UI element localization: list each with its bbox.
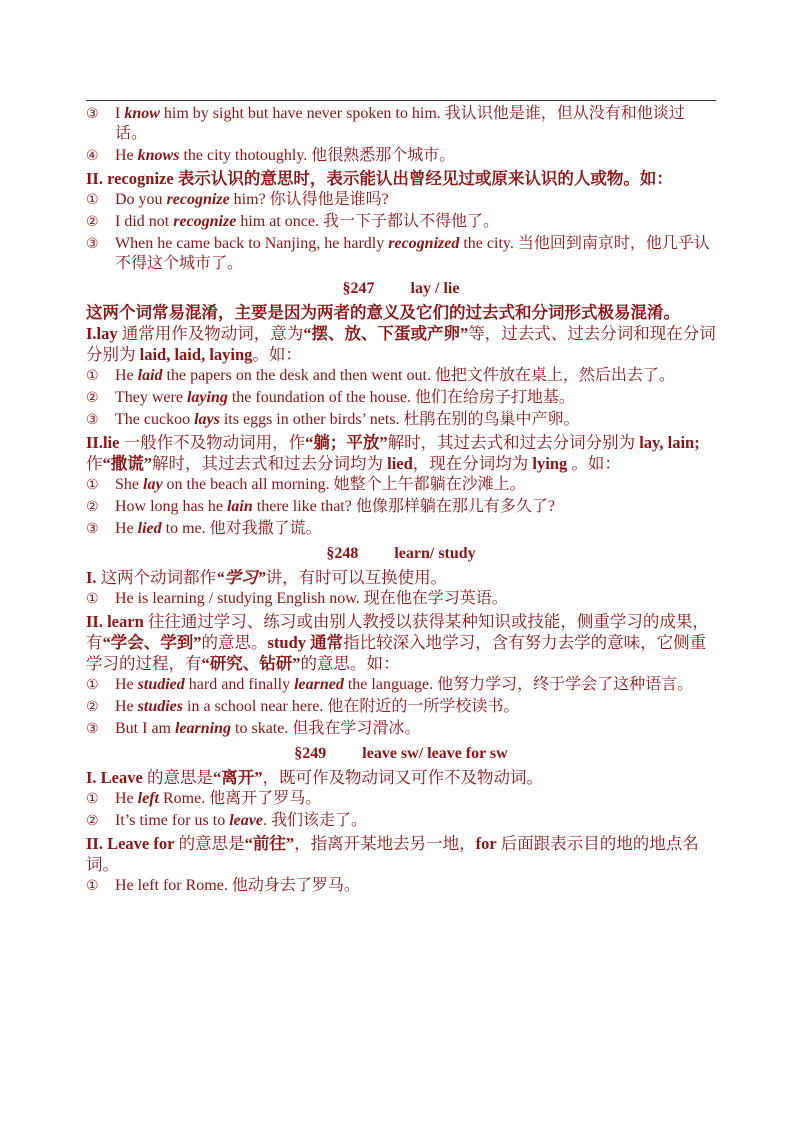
list-item: ① Do you recognize him? 你认得他是谁吗? — [86, 191, 389, 208]
paragraph-leave-for: II. Leave for 的意思是“前往”，指离开某地去另一地，for 后面跟表示目的地的地点名词。 — [86, 834, 699, 874]
list-item: ① He laid the papers on the desk and then went out. 他把文件放在桌上，然后出去了。 — [86, 367, 675, 384]
paragraph-learn-study-2: II. learn 往往通过学习、练习或由别人教授以获得某种知识或技能，侧重学习的成果，有“学会、学到”的意思。study 通常指比较深入地学习，含有努力去学的意味，它侧重学习的过程，有“研究、钻研”的意思。如： — [86, 612, 709, 673]
list-item: ② He studies in a school near here. 他在附近的一所学校读书。 — [86, 698, 520, 715]
list-item: ② It’s time for us to leave. 我们该走了。 — [86, 812, 367, 829]
paragraph-lie: II.lie 一般作不及物动词用，作“躺；平放”解时，其过去式和过去分词分别为 lay, lain;作“撒谎”解时，其过去式和过去分词均为 lied，现在分词均为 lying 。如： — [86, 433, 700, 473]
section-heading-249: §249 leave sw/ leave for sw — [294, 745, 508, 762]
list-item: ④ He knows the city thotoughly. 他很熟悉那个城市。 — [86, 147, 456, 164]
paragraph-recognize: II. recognize 表示认识的意思时，表示能认出曾经见过或原来认识的人或物。如： — [86, 169, 673, 188]
list-item: ③ But I am learning to skate. 但我在学习滑冰。 — [86, 720, 421, 737]
list-item: ① She lay on the beach all morning. 她整个上午都躺在沙滩上。 — [86, 476, 526, 493]
list-item: ② How long has he lain there like that? 他像那样躺在那儿有多久了? — [86, 498, 555, 515]
header-rule — [86, 100, 716, 101]
list-item: ② They were laying the foundation of the house. 他们在给房子打地基。 — [86, 389, 575, 406]
paragraph-leave: I. Leave 的意思是“离开”，既可作及物动词又可作不及物动词。 — [86, 768, 543, 787]
section-heading-248: §248 learn/ study — [326, 545, 476, 562]
paragraph-lay: I.lay 通常用作及物动词，意为“摆、放、下蛋或产卵”等，过去式、过去分词和现在分词分别为 laid, laid, laying。如： — [86, 324, 716, 364]
list-item: ③ When he came back to Nanjing, he hardly recognized the city. 当他回到南京时，他几乎认不得这个城市了。 — [86, 235, 710, 272]
list-item: ③ The cuckoo lays its eggs in other birds’ nets. 杜鹃在别的鸟巢中产卵。 — [86, 411, 580, 428]
section-intro: 这两个词常易混淆，主要是因为两者的意义及它们的过去式和分词形式极易混淆。 — [86, 303, 680, 322]
list-item: ① He studied hard and finally learned the language. 他努力学习，终于学会了这种语言。 — [86, 676, 694, 693]
list-item: ① He is learning / studying English now. 现在他在学习英语。 — [86, 590, 508, 607]
list-item: ① He left Rome. 他离开了罗马。 — [86, 790, 322, 807]
paragraph-learn-study-1: I. 这两个动词都作“学习”讲，有时可以互换使用。 — [86, 568, 448, 587]
list-item: ① He left for Rome. 他动身去了罗马。 — [86, 877, 360, 894]
list-item: ③ I know him by sight but have never spoken to him. 我认识他是谁，但从没有和他谈过话。 — [86, 105, 685, 142]
list-item: ② I did not recognize him at once. 我一下子都认不得他了。 — [86, 213, 499, 230]
section-heading-247: §247 lay / lie — [342, 280, 460, 297]
list-item: ③ He lied to me. 他对我撒了谎。 — [86, 520, 322, 537]
document-page — [86, 100, 716, 898]
